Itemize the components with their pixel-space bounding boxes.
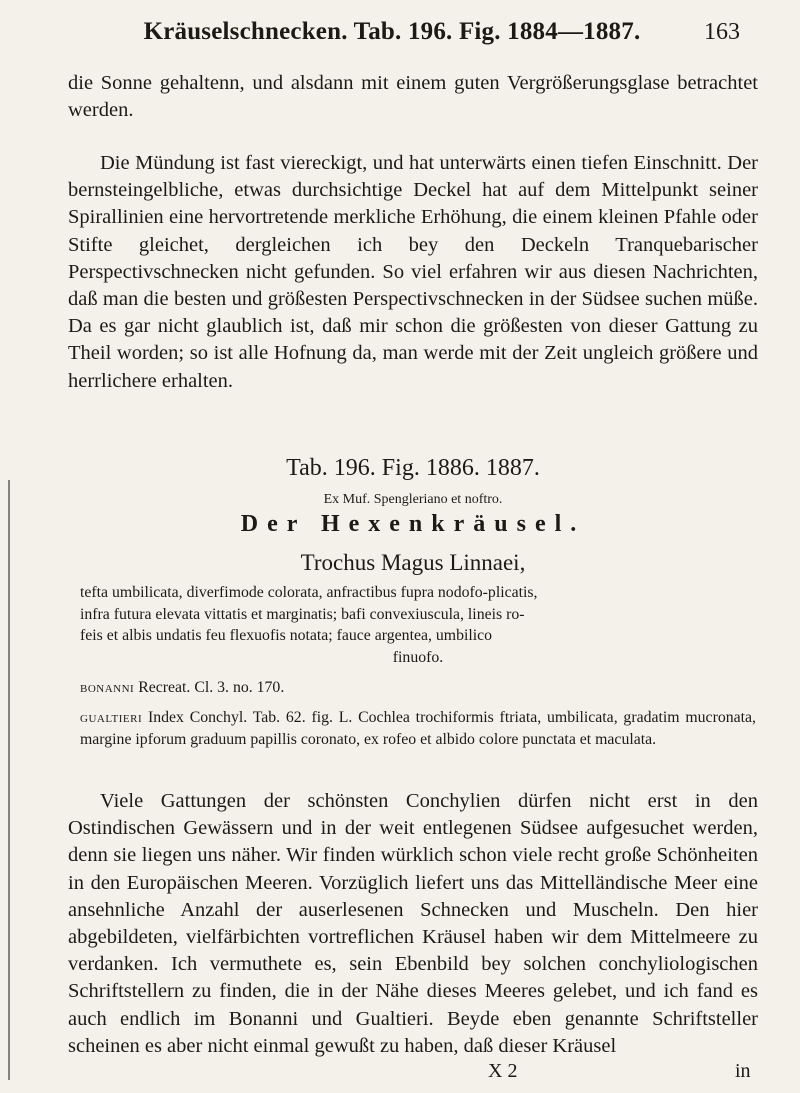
reference-text: Index Conchyl. Tab. 62. fig. L. Cochlea trochiformis ftriata, umbilicata, gradatim mucronata, margine ipforum graduum papillis coronato, ex rofeo et albido colore punctata et maculata. xyxy=(80,709,756,748)
paragraph-continued xyxy=(68,70,758,124)
paragraph-mediterranean xyxy=(68,788,758,1060)
reference-text: Recreat. Cl. 3. no. 170. xyxy=(138,679,285,696)
reference-author: gualtieri xyxy=(80,709,143,726)
paragraph-mouth-description xyxy=(68,150,758,395)
collection-source: Ex Muf. Spengleriano et noftro. xyxy=(323,492,503,507)
running-title: Kräuselschnecken. Tab. 196. Fig. 1884—1887. xyxy=(143,18,641,45)
catchword: in xyxy=(735,1060,751,1082)
latin-description xyxy=(80,582,756,668)
paragraph-1-text: die Sonne gehaltenn, und alsdann mit einem guten Vergrößerungsglase betrachtet werden. xyxy=(68,72,758,122)
description-line: finuofo. xyxy=(392,648,444,666)
page-number: 163 xyxy=(704,19,740,45)
running-header xyxy=(80,18,740,58)
paragraph-3-text: Viele Gattungen der schönsten Conchylien dürfen nicht erst in den Ostindischen Gewässern und in der weit entlegenen Südsee aufgesuchet werden, denn sie liegen uns näher. Wir finden würklich schon viele recht große Schönheiten in den Europäischen Meeren. Vorzüglich liefert uns das Mittelländische Meer eine ansehnliche Anzahl der auserlesenen Schnecken und Muscheln. Den hier abgebildeten, vielfärbichten vortreflichen Kräusel haben wir dem Mittelmeere zu verdanken. Ich vermuthete es, sein Ebenbild bey solchen conchyliologischen Schriftstellern zu finden, die in der Nähe dieses Meeres gelebet, und ich fand es auch endlich im Bonanni und Gualtieri. Beyde eben genannte Schriftsteller scheinen es aber nicht einmal gewußt zu haben, daß dieser Kräusel xyxy=(68,790,758,1057)
reference-gualtieri xyxy=(80,707,756,750)
page-edge-line xyxy=(8,480,10,1080)
signature-mark: X 2 xyxy=(488,1060,518,1082)
species-latin-name: Trochus Magus Linnaei, xyxy=(300,550,526,575)
plate-reference: Tab. 196. Fig. 1886. 1887. xyxy=(286,455,540,481)
description-line: infra futura elevata vittatis et marginatis; bafi convexiuscula, lineis ro- xyxy=(80,605,525,623)
reference-author: bonanni xyxy=(80,679,135,696)
paragraph-2-text: Die Mündung ist fast viereckigt, und hat unterwärts einen tiefen Einschnitt. Der bernsteingelbliche, etwas durchsichtige Deckel hat auf dem Mittelpunkt seiner Spirallinien eine hervortretende merkliche Erhöhung, die einem kleinen Pfahle oder Stifte gleichet, dergleichen ich bey den Deckeln Tranquebarischer Perspectivschnecken nicht gefunden. So viel erfahren wir aus diesen Nachrichten, daß man die besten und größesten Perspectivschnecken in der Südsee suchen müße. Da es gar nicht glaublich ist, daß mir schon die größesten von dieser Gattung zu Theil worden; so ist alle Hofnung da, man werde mit der Zeit ungleich größere und herrlichere erhalten. xyxy=(68,152,758,392)
description-line: tefta umbilicata, diverfimode colorata, anfractibus fupra nodofo-plicatis, xyxy=(80,584,538,601)
description-line: feis et albis undatis feu flexuofis notata; fauce argentea, umbilico xyxy=(80,627,493,644)
reference-bonanni xyxy=(80,677,756,699)
species-vernacular-name: Der Hexenkräusel. xyxy=(240,511,586,537)
